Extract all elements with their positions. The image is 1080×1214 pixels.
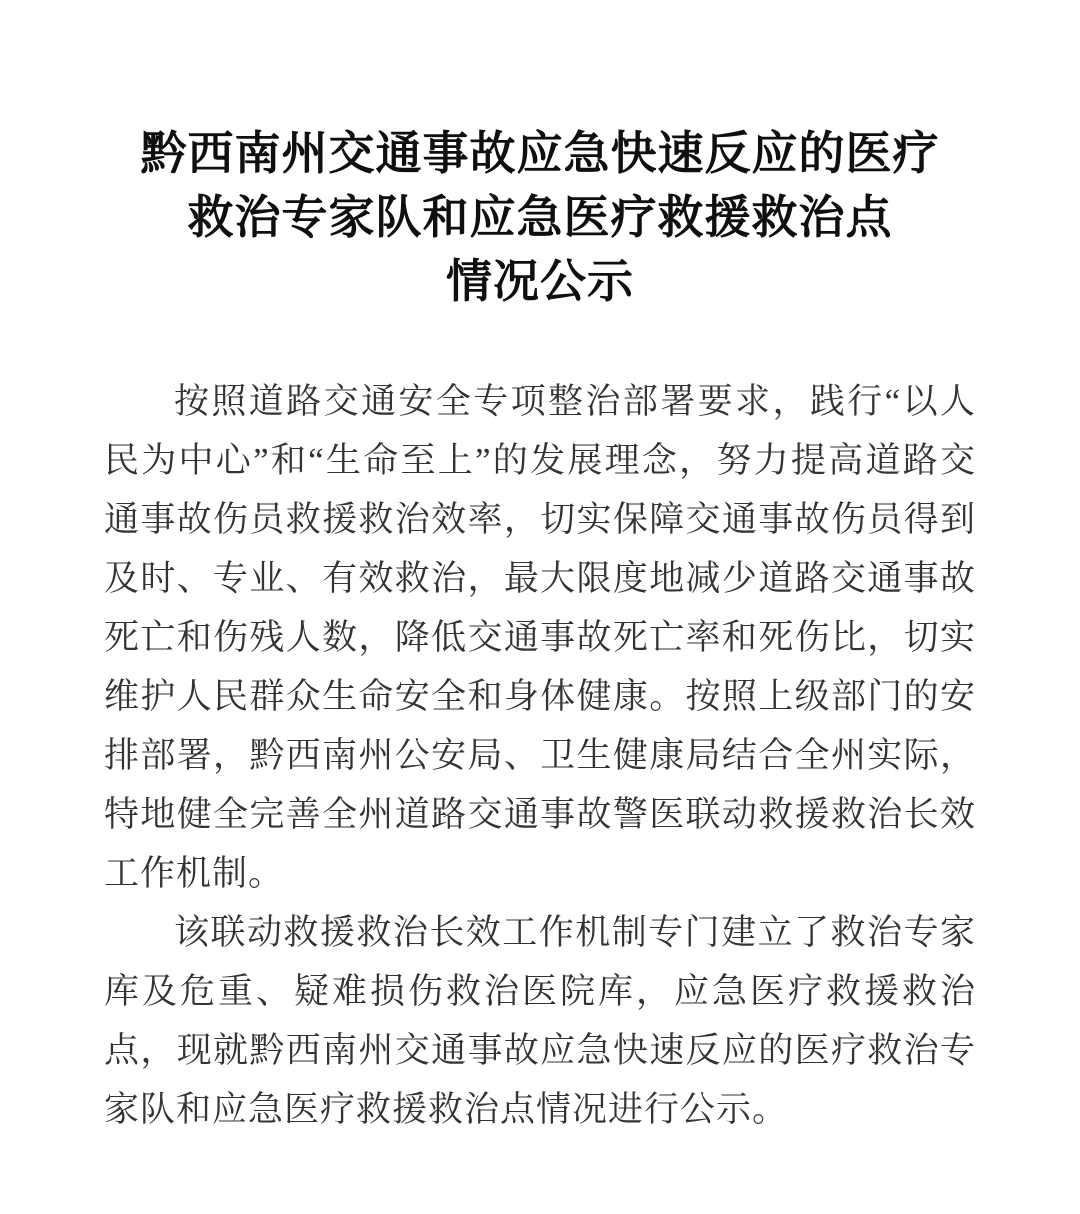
document-title [0,0,1080,314]
paragraph-1: 按照道路交通安全专项整治部署要求，践行“以人民为中心”和“生命至上”的发展理念，努力提高道路交通事故伤员救援救治效率，切实保障交通事故伤员得到及时、专业、有效救治，最大限度地减少道路交通事故死亡和伤残人数，降低交通事故死亡率和死伤比，切实维护人民群众生命安全和身体健康。按照上级部门的安排部署，黔西南州公安局、卫生健康局结合全州实际，特地健全完善全州道路交通事故警医联动救援救治长效工作机制。 [104,382,976,893]
document-title-line-2: 救治专家队和应急医疗救援救治点 [187,192,893,243]
document-body [104,372,976,1139]
paragraph-2: 该联动救援救治长效工作机制专门建立了救治专家库及危重、疑难损伤救治医院库，应急医疗救援救治点，现就黔西南州交通事故应急快速反应的医疗救治专家队和应急医疗救援救治点情况进行公示。 [104,913,976,1129]
document-title-line-3: 情况公示 [446,256,634,307]
document-title-line-1: 黔西南州交通事故应急快速反应的医疗 [140,128,940,179]
